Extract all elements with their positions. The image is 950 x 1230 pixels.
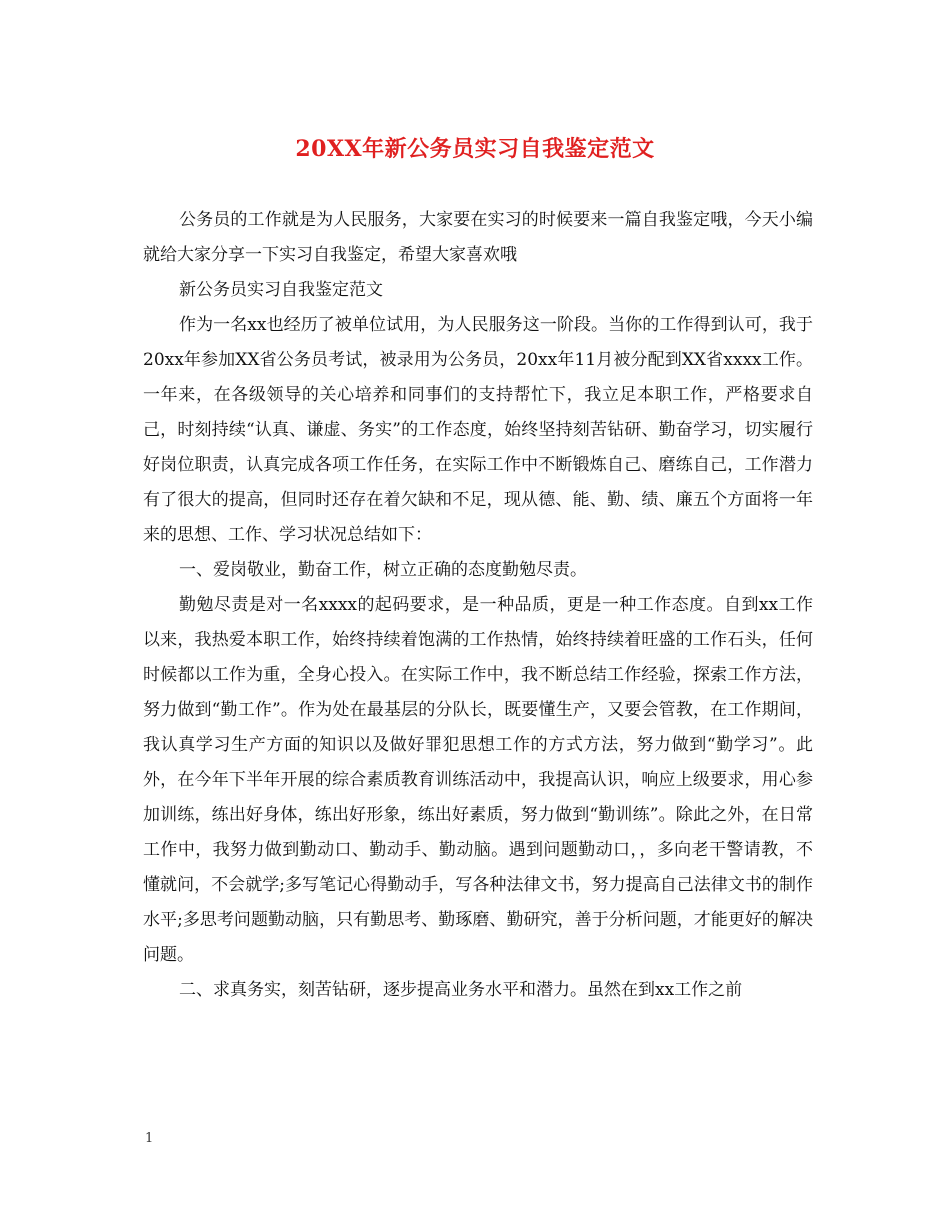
- document-body: [143, 203, 813, 1008]
- page-number: 1: [145, 1131, 154, 1146]
- section-heading: 一、爱岗敬业，勤奋工作，树立正确的态度勤勉尽责。: [179, 560, 587, 580]
- body-paragraph: 二、求真务实，刻苦钻研，逐步提高业务水平和潜力。虽然在到xx工作之前: [179, 980, 743, 1000]
- body-paragraph: 作为一名xx也经历了被单位试用，为人民服务这一阶段。当你的工作得到认可，我于20xx年参加XX省公务员考试，被录用为公务员，20xx年11月被分配到XX省xxxx工作。一年来，在各级领导的关心培养和同事们的支持帮忙下，我立足本职工作，严格要求自己，时刻持续“认真、谦虚、务实”的工作态度，始终坚持刻苦钻研、勤奋学习，切实履行好岗位职责，认真完成各项工作任务，在实际工作中不断锻炼自己、磨练自己，工作潜力有了很大的提高，但同时还存在着欠缺和不足，现从德、能、勤、绩、廉五个方面将一年来的思想、工作、学习状况总结如下：: [143, 315, 813, 545]
- body-paragraph: 勤勉尽责是对一名xxxx的起码要求，是一种品质，更是一种工作态度。自到xx工作以来，我热爱本职工作，始终持续着饱满的工作热情，始终持续着旺盛的工作石头，任何时候都以工作为重，全身心投入。在实际工作中，我不断总结工作经验，探索工作方法，努力做到“勤工作”。作为处在最基层的分队长，既要懂生产，又要会管教，在工作期间，我认真学习生产方面的知识以及做好罪犯思想工作的方式方法，努力做到“勤学习”。此外，在今年下半年开展的综合素质教育训练活动中，我提高认识，响应上级要求，用心参加训练，练出好身体，练出好形象，练出好素质，努力做到“勤训练”。除此之外，在日常工作中，我努力做到勤动口、勤动手、勤动脑。遇到问题勤动口，，多向老干警请教，不懂就问，不会就学;多写笔记心得勤动手，写各种法律文书，努力提高自己法律文书的制作水平;多思考问题勤动脑，只有勤思考、勤琢磨、勤研究，善于分析问题，才能更好的解决问题。: [143, 595, 813, 965]
- section-heading: 新公务员实习自我鉴定范文: [179, 280, 383, 300]
- intro-paragraph: 公务员的工作就是为人民服务，大家要在实习的时候要来一篇自我鉴定哦，今天小编就给大家分享一下实习自我鉴定，希望大家喜欢哦: [143, 210, 813, 265]
- document-title: 20XX年新公务员实习自我鉴定范文: [295, 136, 655, 162]
